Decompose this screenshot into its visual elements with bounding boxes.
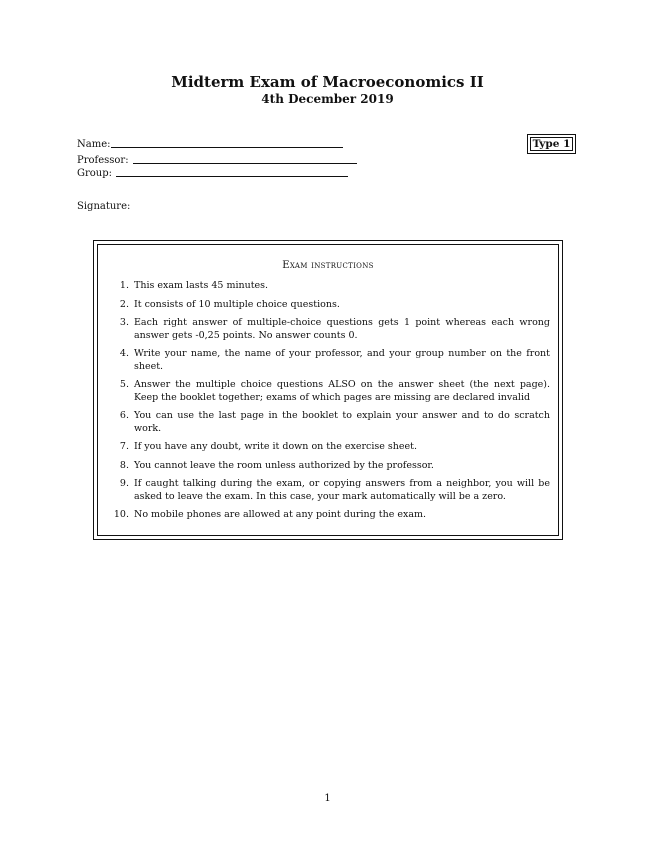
instruction-item bbox=[106, 509, 550, 522]
exam-date: 4th December 2019 bbox=[261, 92, 394, 106]
professor-label: Professor: bbox=[77, 155, 129, 166]
instruction-item bbox=[106, 348, 550, 373]
instruction-number: 10. bbox=[113, 509, 129, 520]
instruction-text: You can use the last page in the booklet to explain your answer and to do scratch work. bbox=[134, 410, 550, 434]
instruction-number: 6. bbox=[119, 410, 129, 421]
name-label: Name: bbox=[77, 139, 111, 150]
instruction-item bbox=[106, 441, 550, 454]
group-field bbox=[77, 168, 348, 179]
instruction-item bbox=[106, 478, 550, 503]
instructions-inner-frame bbox=[97, 244, 559, 536]
name-field bbox=[77, 139, 343, 150]
exam-type-box bbox=[527, 134, 576, 154]
instruction-number: 8. bbox=[119, 459, 129, 471]
professor-field bbox=[77, 155, 357, 166]
instruction-item bbox=[106, 460, 550, 473]
instruction-text: If you have any doubt, write it down on the exercise sheet. bbox=[134, 441, 417, 452]
instruction-text: Answer the multiple choice questions ALSO on the answer sheet (the next page). Keep the booklet together; exams of which pages are missing are declared invalid bbox=[134, 379, 550, 403]
instruction-item bbox=[106, 299, 550, 312]
instruction-text: Each right answer of multiple-choice questions gets 1 point whereas each wrong answer gets -0,25 points. No answer counts 0. bbox=[134, 317, 550, 341]
instruction-item bbox=[106, 280, 550, 293]
instruction-text: No mobile phones are allowed at any point during the exam. bbox=[134, 509, 427, 520]
professor-line[interactable] bbox=[133, 162, 357, 164]
instruction-number: 7. bbox=[119, 441, 129, 452]
instruction-number: 5. bbox=[119, 379, 129, 390]
signature-label: Signature: bbox=[77, 201, 131, 212]
instruction-item bbox=[106, 317, 550, 342]
instruction-number: 3. bbox=[119, 317, 129, 328]
exam-type-label: Type 1 bbox=[530, 137, 573, 151]
instruction-text: If caught talking during the exam, or copying answers from a neighbor, you will be asked to leave the exam. In this case, your mark automatically will be a zero. bbox=[134, 478, 550, 502]
instructions-box bbox=[93, 240, 563, 540]
instructions-list bbox=[106, 280, 550, 528]
instruction-text: It consists of 10 multiple choice questions. bbox=[134, 298, 340, 310]
instruction-number: 4. bbox=[119, 348, 129, 359]
exam-title: Midterm Exam of Macroeconomics II bbox=[171, 73, 484, 91]
name-line[interactable] bbox=[111, 146, 343, 148]
page-number: 1 bbox=[324, 793, 331, 804]
instruction-item bbox=[106, 410, 550, 435]
instruction-text: You cannot leave the room unless authorized by the professor. bbox=[134, 459, 434, 471]
instruction-number: 1. bbox=[119, 280, 129, 291]
instruction-text: Write your name, the name of your professor, and your group number on the front sheet. bbox=[134, 348, 550, 372]
instructions-heading: Exam instructions bbox=[282, 260, 374, 271]
instruction-item bbox=[106, 379, 550, 404]
instruction-number: 2. bbox=[119, 298, 129, 310]
instruction-text: This exam lasts 45 minutes. bbox=[134, 280, 269, 291]
instruction-number: 9. bbox=[119, 478, 129, 489]
group-line[interactable] bbox=[116, 175, 348, 177]
group-label: Group: bbox=[77, 168, 112, 179]
